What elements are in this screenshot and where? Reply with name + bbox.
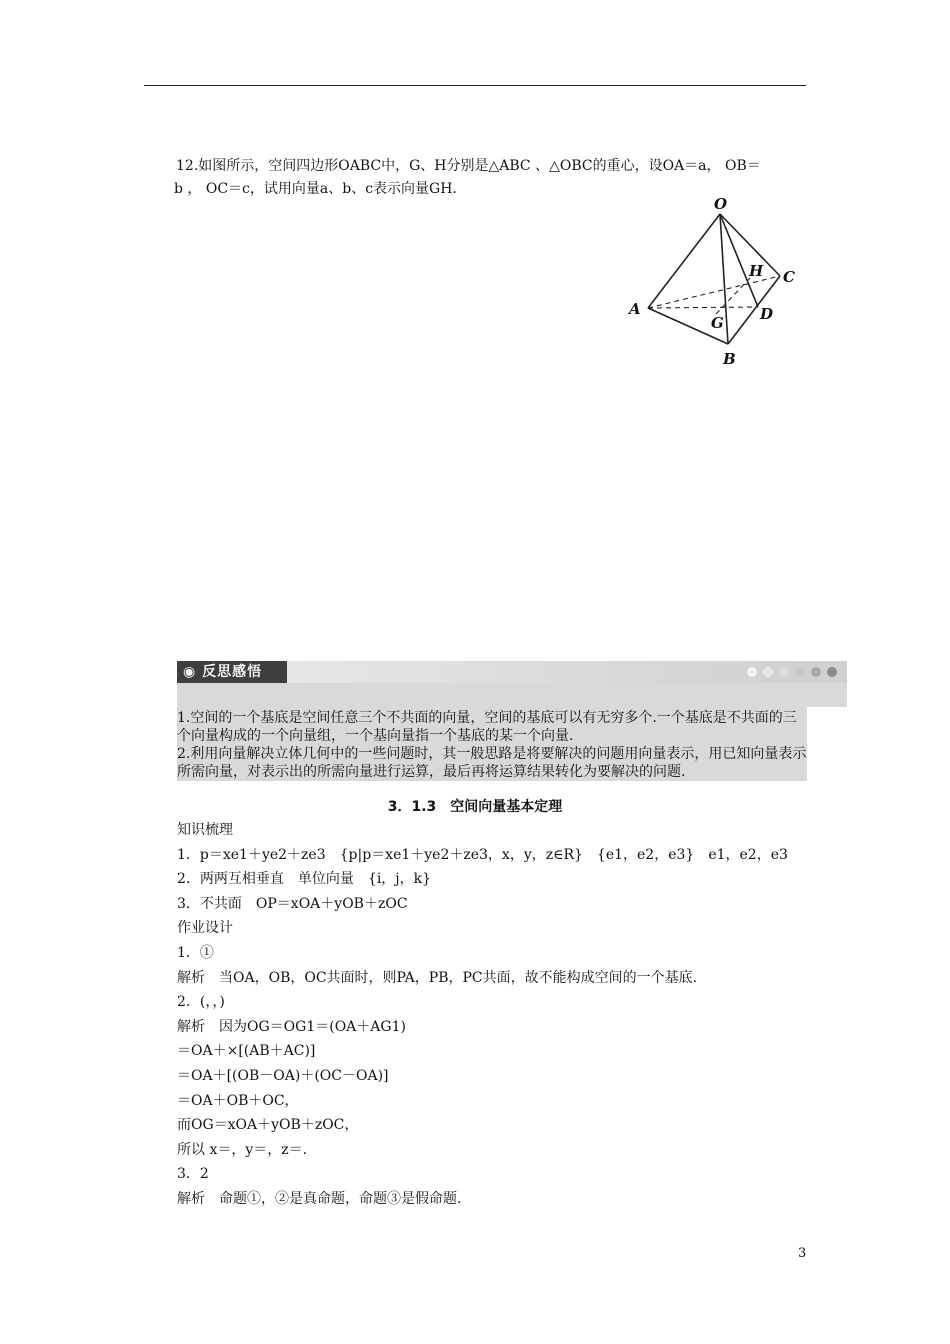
answer-line: 2．(，，) (177, 994, 225, 1011)
answer-line: 1．p＝xe1＋ye2＋ze3 {p|p＝xe1＋ye2＋ze3，x，y，z∈R} {e1，e2，e3} e1，e2，e3 (177, 846, 788, 863)
answer-line: ＝OA＋OB＋OC， (177, 1092, 299, 1109)
section-title: 3．1.3 空间向量基本定理 (387, 799, 563, 815)
banner-strip (287, 661, 847, 683)
decor-dot-icon (779, 667, 789, 677)
decor-dot-icon (827, 667, 837, 677)
edge-OA (648, 214, 720, 308)
label-G: G (711, 314, 724, 332)
decor-dot-icon (763, 667, 773, 677)
label-B: B (723, 350, 736, 368)
answer-list (177, 818, 788, 1212)
edge-OD (720, 214, 758, 307)
answer-line: 解析 命题①，②是真命题，命题③是假命题. (177, 1190, 462, 1207)
reflection-content (177, 707, 807, 781)
answer-line: 3．不共面 OP＝xOA＋yOB＋zOC (177, 895, 408, 912)
label-H: H (749, 262, 764, 280)
label-C: C (783, 268, 795, 286)
reflection-point-2: 2.利用向量解决立体几何中的一些问题时，其一般思路是将要解决的问题用向量表示，用已知向量表示所需向量，对表示出的所需向量进行运算，最后再将运算结果转化为要解决的问题. (177, 746, 807, 780)
reflection-banner (177, 661, 847, 707)
median-AD (648, 307, 758, 308)
answer-line: ＝OA＋×[(AB＋AC)] (177, 1043, 316, 1060)
tetrahedron-figure (620, 192, 810, 372)
decor-dot-icon (747, 667, 757, 677)
answer-line: 所以 x＝，y＝，z＝. (177, 1141, 308, 1158)
problem-line-1: 12.如图所示，空间四边形OABC中，G、H分别是△ABC 、△OBC的重心，设OA＝a， OB＝ (176, 158, 761, 174)
answer-line: 1．① (177, 944, 214, 961)
segment-GH (716, 278, 750, 314)
answer-line: 解析 因为OG＝OG1＝(OA＋AG1) (177, 1018, 406, 1035)
problem-line-2: b ， OC＝c，试用向量a、b、c表示向量GH. (174, 181, 457, 197)
header-rule (144, 85, 806, 86)
decor-dot-icon (795, 667, 805, 677)
label-O: O (714, 195, 728, 213)
page-number: 3 (798, 1246, 807, 1261)
answer-line: 而OG＝xOA＋yOB＋zOC， (177, 1117, 359, 1134)
reflection-point-1: 1.空间的一个基底是空间任意三个不共面的向量，空间的基底可以有无穷多个.一个基底是不共面的三个向量构成的一个向量组，一个基向量指一个基底的某一个向量. (177, 710, 797, 744)
answer-line: 3．2 (177, 1166, 209, 1183)
answer-line: 解析 当OA，OB，OC共面时，则PA，PB，PC共面，故不能构成空间的一个基底. (177, 969, 698, 986)
reflection-title: ◉ 反思感悟 (177, 661, 293, 683)
decor-dot-icon (811, 667, 821, 677)
banner-body (177, 683, 847, 707)
label-A: A (629, 300, 641, 318)
answer-line: ＝OA＋[(OB－OA)＋(OC－OA)] (177, 1067, 389, 1084)
answer-line: 作业设计 (177, 920, 233, 937)
label-D: D (760, 305, 774, 323)
answer-line: 2．两两互相垂直 单位向量 {i，j，k} (177, 871, 432, 888)
answer-line: 知识梳理 (177, 822, 233, 838)
